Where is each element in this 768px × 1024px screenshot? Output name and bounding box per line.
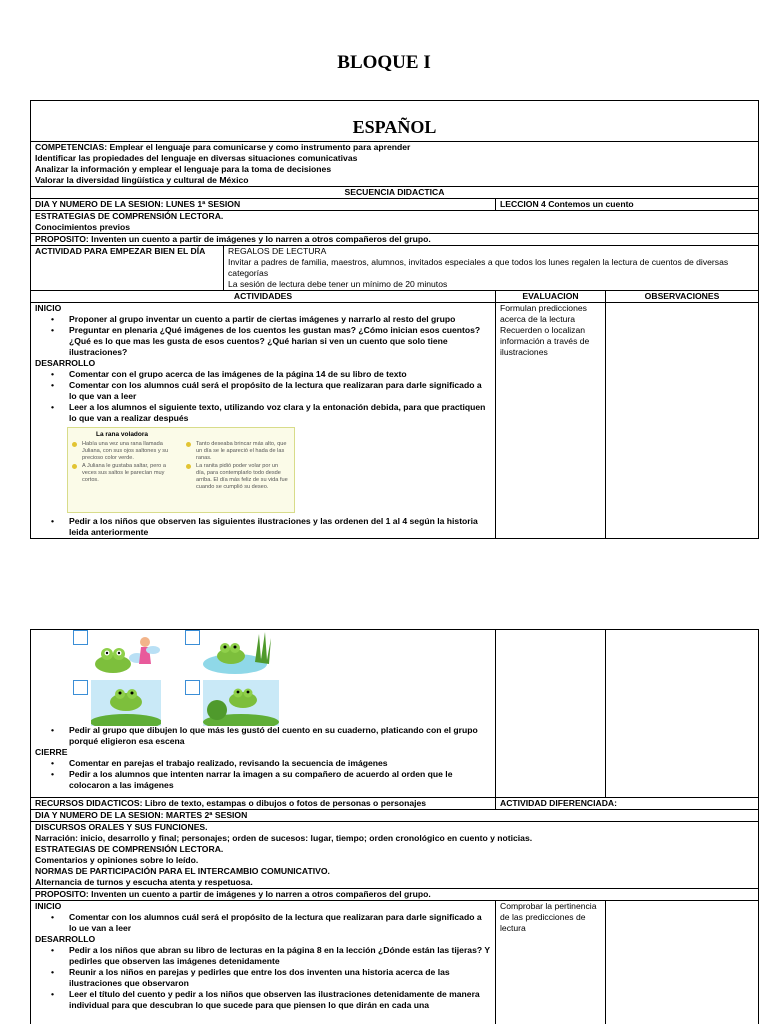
list-item: • Leer el título del cuento y pedir a los niños que observen las ilustraciones detenidamente de manera individual para que descubran lo que sucede para que piensen lo que dirán en cada una bbox=[35, 989, 491, 1011]
list-item: • Comentar en parejas el trabajo realizado, revisando la secuencia de imágenes bbox=[35, 758, 491, 769]
lesson-table-2 bbox=[30, 629, 759, 1024]
order-checkbox[interactable] bbox=[73, 680, 88, 695]
discursos-cell bbox=[31, 822, 759, 889]
regalos-line: Invitar a padres de familia, maestros, alumnos, invitados especiales a que todos los lunes regalen la lectura de cuentos de diversas categorías bbox=[228, 257, 729, 278]
story-paragraph: Había una vez una rana llamada Juliana, con sus ojos saltones y su precioso color verde. bbox=[72, 441, 174, 462]
list-item: • Pedir a los niños que observen las siguientes ilustraciones y las ordenen del 1 al 4 según la historia leida anteriormente bbox=[35, 516, 491, 538]
story-column-left bbox=[72, 441, 174, 485]
list-item: • Preguntar en plenaria ¿Qué imágenes de los cuentos les gustan mas? ¿Cómo inician esos cuentos? ¿Qué es lo que mas les gusta de esos cuentos? ¿Qué harian si ven un cuento que solo tiene ilustraciones? bbox=[35, 325, 491, 358]
frog-pond-image bbox=[203, 630, 273, 674]
story-paragraph: La ranita pidió poder volar por un día, para contemplarlo todo desde arriba. El día más feliz de su vida fue cuando se cumplió su deseo. bbox=[186, 463, 288, 491]
story-column-right bbox=[186, 441, 288, 492]
discursos-line: Alternancia de turnos y escucha atenta y respetuosa. bbox=[35, 877, 253, 887]
conocimientos-label: Conocimientos previos bbox=[35, 222, 131, 232]
recursos-didacticos: RECURSOS DIDACTICOS: Libro de texto, estampas o dibujos o fotos de personas o personajes bbox=[31, 798, 496, 810]
discursos-line: DISCURSOS ORALES Y SUS FUNCIONES. bbox=[35, 822, 208, 832]
session-day: DIA Y NUMERO DE LA SESION: MARTES 2ª SESION bbox=[31, 810, 759, 822]
col-actividades: ACTIVIDADES bbox=[31, 291, 496, 303]
actividades-cell-continued bbox=[31, 630, 496, 798]
regalos-line: REGALOS DE LECTURA bbox=[228, 246, 327, 256]
order-checkbox[interactable] bbox=[73, 630, 88, 645]
inicio-heading: INICIO bbox=[35, 901, 62, 911]
frog-flying-image bbox=[203, 680, 279, 726]
subject-title: ESPAÑOL bbox=[31, 101, 759, 142]
list-item: • Reunir a los niños en parejas y pedirles que entre los dos inventen una historia acerca de las ilustraciones que observaron bbox=[35, 967, 491, 989]
lesson-name: LECCION 4 Contemos un cuento bbox=[496, 199, 759, 211]
evaluacion-line: Recuerden o localizan información a través de ilustraciones bbox=[500, 325, 590, 357]
competencia-line: COMPETENCIAS: Emplear el lenguaje para comunicarse y como instrumento para aprender bbox=[35, 142, 411, 152]
proposito: PROPOSITO: Inventen un cuento a partir de imágenes y lo narren a otros compañeros del grupo. bbox=[31, 234, 759, 246]
col-evaluacion: EVALUACION bbox=[496, 291, 606, 303]
proposito: PROPOSITO: Inventen un cuento a partir de imágenes y lo narren a otros compañeros del grupo. bbox=[31, 889, 759, 901]
evaluacion-cell-session-2 bbox=[496, 901, 606, 1024]
story-paragraph: A Juliana le gustaba saltar, pero a veces sus saltos le parecían muy cortos. bbox=[72, 463, 174, 484]
competencia-line: Identificar las propiedades del lenguaje en diversas situaciones comunicativas bbox=[35, 153, 358, 163]
story-excerpt bbox=[67, 427, 295, 513]
secuencia-header: SECUENCIA DIDACTICA bbox=[31, 187, 759, 199]
evaluacion-line: Formulan predicciones acerca de la lectura bbox=[500, 303, 587, 324]
order-checkbox[interactable] bbox=[185, 680, 200, 695]
list-item: • Pedir a los alumnos que intenten narrar la imagen a su compañero de acuerdo al orden que le colocaron a las imágenes bbox=[35, 769, 491, 791]
actividades-cell bbox=[31, 303, 496, 539]
actividades-cell-session-2 bbox=[31, 901, 496, 1024]
order-checkbox[interactable] bbox=[185, 630, 200, 645]
actividad-dia-label: ACTIVIDAD PARA EMPEZAR BIEN EL DÍA bbox=[31, 246, 224, 291]
session-day: DIA Y NUMERO DE LA SESION: LUNES 1ª SESION bbox=[31, 199, 496, 211]
estrategias-cell bbox=[31, 211, 759, 234]
regalos-lectura bbox=[224, 246, 759, 291]
list-item: • Comentar con los alumnos cuál será el propósito de la lectura que realizaran para darle significado a lo ue van a leer bbox=[35, 912, 491, 934]
page-title: BLOQUE I bbox=[337, 52, 431, 73]
frog-sky-image bbox=[91, 680, 161, 726]
story-paragraph: Tanto deseaba brincar más alto, que un día se le apareció el hada de las ranas. bbox=[186, 441, 288, 462]
list-item: • Comentar con el grupo acerca de las imágenes de la página 14 de su libro de texto bbox=[35, 369, 491, 380]
list-item: • Pedir a los niños que abran su libro de lecturas en la página 8 en la lección ¿Dónde están las tijeras? Y pedirles que observen las imágenes detenidamente bbox=[35, 945, 491, 967]
observaciones-cell-session-2 bbox=[606, 901, 759, 1024]
evaluacion-line: Comprobar la pertinencia de las predicciones de lectura bbox=[500, 901, 597, 933]
list-item: • Proponer al grupo inventar un cuento a partir de ciertas imágenes y narrarlo al resto del grupo bbox=[35, 314, 491, 325]
lesson-table-1 bbox=[30, 100, 759, 539]
observaciones-cell-continued bbox=[606, 630, 759, 798]
story-title: La rana voladora bbox=[96, 431, 149, 438]
estrategias-label: ESTRATEGIAS DE COMPRENSIÓN LECTORA. bbox=[35, 211, 224, 221]
desarrollo-heading: DESARROLLO bbox=[35, 358, 96, 368]
inicio-heading: INICIO bbox=[35, 303, 62, 313]
observaciones-cell bbox=[606, 303, 759, 539]
discursos-line: Narración: inicio, desarrollo y final; personajes; orden de sucesos: lugar, tiempo; orden cronológico en cuento y noticias. bbox=[35, 833, 533, 843]
frog-illustrations bbox=[35, 630, 491, 725]
competencia-line: Analizar la información y emplear el lenguaje para la toma de decisiones bbox=[35, 164, 332, 174]
actividad-diferenciada: ACTIVIDAD DIFERENCIADA: bbox=[496, 798, 759, 810]
competencias-cell bbox=[31, 142, 759, 187]
list-item: • Pedir al grupo que dibujen lo que más les gustó del cuento en su cuaderno, platicando con el grupo porqué eligieron esa escena bbox=[35, 725, 491, 747]
evaluacion-cell bbox=[496, 303, 606, 539]
discursos-line: Comentarios y opiniones sobre lo leído. bbox=[35, 855, 199, 865]
evaluacion-cell-continued bbox=[496, 630, 606, 798]
discursos-line: ESTRATEGIAS DE COMPRENSIÓN LECTORA. bbox=[35, 844, 224, 854]
competencia-line: Valorar la diversidad lingüística y cultural de México bbox=[35, 175, 249, 185]
list-item: • Leer a los alumnos el siguiente texto, utilizando voz clara y la entonación debida, para que practiquen lo que van a realizar después bbox=[35, 402, 491, 424]
list-item: • Comentar con los alumnos cuál será el propósito de la lectura que realizaran para darle significado a lo que van a leer bbox=[35, 380, 491, 402]
discursos-line: NORMAS DE PARTICIPACIÓN PARA EL INTERCAMBIO COMUNICATIVO. bbox=[35, 866, 330, 876]
regalos-line: La sesión de lectura debe tener un mínimo de 20 minutos bbox=[228, 279, 448, 289]
cierre-heading: CIERRE bbox=[35, 747, 68, 757]
desarrollo-heading: DESARROLLO bbox=[35, 934, 96, 944]
col-observaciones: OBSERVACIONES bbox=[606, 291, 759, 303]
frog-fairy-image bbox=[91, 632, 181, 674]
